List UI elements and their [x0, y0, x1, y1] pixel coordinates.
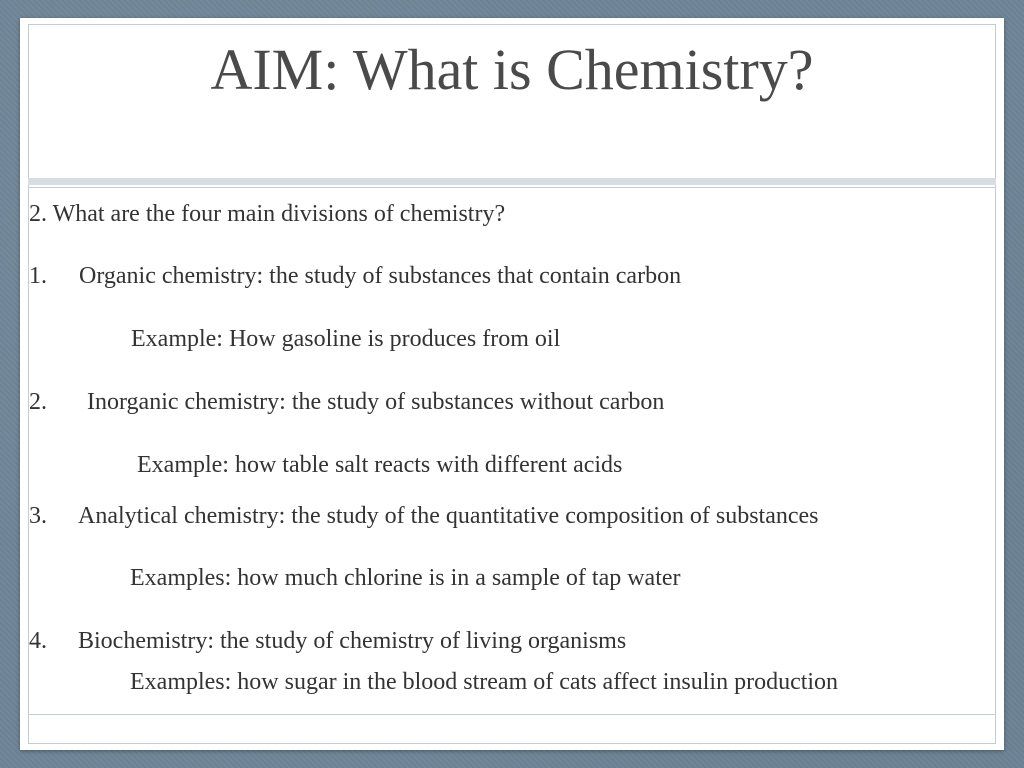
division-text: Organic chemistry: the study of substances that contain carbon — [79, 263, 682, 289]
division-text: Inorganic chemistry: the study of substances without carbon — [87, 389, 665, 415]
division-number: 2. — [29, 389, 47, 415]
question-line: 2. What are the four main divisions of chemistry? — [29, 201, 506, 227]
division-number: 3. — [29, 503, 47, 529]
slide — [20, 18, 1004, 750]
title-divider-line — [28, 187, 996, 188]
division-text: Analytical chemistry: the study of the quantitative composition of substances — [78, 503, 819, 529]
division-text: Biochemistry: the study of chemistry of living organisms — [78, 628, 627, 654]
division-example-analytical: Examples: how much chlorine is in a sample of tap water — [130, 565, 681, 591]
footer-divider-line — [28, 714, 996, 715]
division-number: 1. — [29, 263, 47, 289]
title-divider-bar — [28, 178, 996, 185]
slide-title: AIM: What is Chemistry? — [210, 37, 814, 102]
division-number: 4. — [29, 628, 47, 654]
division-example-inorganic: Example: how table salt reacts with different acids — [137, 452, 623, 478]
division-example-organic: Example: How gasoline is produces from oil — [131, 326, 561, 352]
division-example-biochemistry: Examples: how sugar in the blood stream of cats affect insulin production — [130, 669, 839, 695]
